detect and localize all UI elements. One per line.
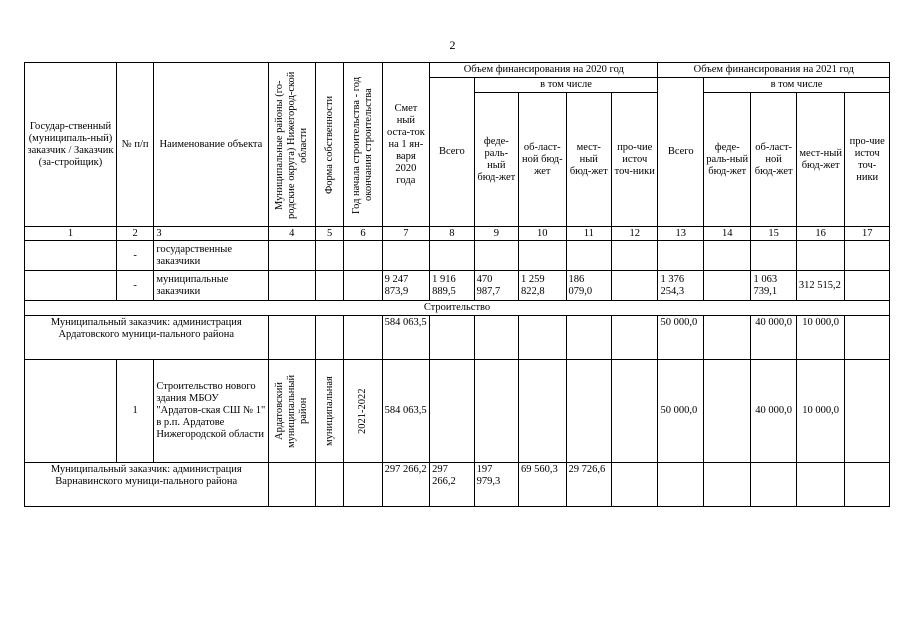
table-row-varnavino-customer: [25, 463, 890, 507]
financing-table: [24, 62, 890, 507]
col-number: 5: [315, 227, 343, 241]
header-fin2020: Объем финансирования на 2020 год: [430, 63, 658, 78]
cell-total-2021: 1 376 254,3: [658, 271, 703, 301]
col-number: 10: [519, 227, 566, 241]
cell-regional-2021: 40 000,0: [751, 316, 796, 360]
col-number: 4: [268, 227, 315, 241]
cell-balance: 584 063,5: [382, 316, 429, 360]
header-total-2021: Всего: [658, 78, 703, 227]
page-number: 2: [449, 38, 456, 52]
header-regional-2020: об-ласт-ной бюд-жет: [519, 93, 566, 227]
table-row-ardatov-customer: [25, 316, 890, 360]
col-number: 11: [566, 227, 611, 241]
col-number: 1: [25, 227, 117, 241]
header-including-2021: в том числе: [703, 78, 889, 93]
cell-balance: 9 247 873,9: [382, 271, 429, 301]
header-federal-2021: феде-раль-ный бюд-жет: [703, 93, 750, 227]
cell-regional-2020: 69 560,3: [519, 463, 566, 507]
cell-balance: 297 266,2: [382, 463, 429, 507]
header-balance: Смет ный оста-ток на 1 ян-варя 2020 года: [382, 63, 429, 227]
section-title: Строительство: [25, 301, 890, 316]
column-numbers-row: [25, 227, 890, 241]
col-number: 16: [796, 227, 845, 241]
table-row-ardatov-object: [25, 360, 890, 463]
cell-local-2020: 186 079,0: [566, 271, 611, 301]
row-name: муниципальные заказчики: [154, 271, 268, 301]
col-number: 12: [612, 227, 658, 241]
object-district: Ардатовский муниципальный район: [268, 360, 315, 463]
col-number: 13: [658, 227, 703, 241]
col-number: 15: [751, 227, 796, 241]
header-fin2021: Объем финансирования на 2021 год: [658, 63, 890, 78]
cell-regional-2021: 1 063 739,1: [751, 271, 796, 301]
col-number: 9: [474, 227, 518, 241]
col-number: 2: [116, 227, 153, 241]
cell-local-2021: 10 000,0: [796, 316, 845, 360]
header-customer: Государ-ственный (муниципаль-ный) заказчик / Заказчик (за-стройщик): [25, 63, 117, 227]
header-num: № п/п: [116, 63, 153, 227]
header-ownership: Форма собственности: [315, 63, 343, 227]
header-federal-2020: феде-раль-ный бюд-жет: [474, 93, 518, 227]
col-number: 14: [703, 227, 750, 241]
cell-total-2021: 50 000,0: [658, 360, 703, 463]
cell-federal-2020: 197 979,3: [474, 463, 518, 507]
object-ownership: муниципальная: [315, 360, 343, 463]
col-number: 17: [845, 227, 890, 241]
customer-name: Муниципальный заказчик: администрация Варнавинского муници-пального района: [25, 463, 269, 507]
header-other-2021: про-чие источ точ-ники: [845, 93, 890, 227]
col-number: 6: [344, 227, 382, 241]
header-years: Год начала строительства - год окончания строительства: [344, 63, 382, 227]
header-districts: Муниципальные районы (го-родские округа) Нижегород-ской области: [268, 63, 315, 227]
cell-local-2021: 10 000,0: [796, 360, 845, 463]
row-number: 1: [116, 360, 153, 463]
cell-balance: 584 063,5: [382, 360, 429, 463]
cell-local-2020: 29 726,6: [566, 463, 611, 507]
header-regional-2021: об-ласт-ной бюд-жет: [751, 93, 796, 227]
table-row-state: [25, 241, 890, 271]
header-including-2020: в том числе: [474, 78, 658, 93]
table-row-municipal: [25, 271, 890, 301]
header-total-2020: Всего: [430, 78, 474, 227]
cell-federal-2020: 470 987,7: [474, 271, 518, 301]
dash: -: [116, 271, 153, 301]
cell-regional-2020: 1 259 822,8: [519, 271, 566, 301]
cell-total-2021: 50 000,0: [658, 316, 703, 360]
cell-total-2020: 297 266,2: [430, 463, 474, 507]
cell-total-2020: 1 916 889,5: [430, 271, 474, 301]
col-number: 3: [154, 227, 268, 241]
dash: -: [116, 241, 153, 271]
row-name: государственные заказчики: [154, 241, 268, 271]
header-object-name: Наименование объекта: [154, 63, 268, 227]
section-row: [25, 301, 890, 316]
header-local-2021: мест-ный бюд-жет: [796, 93, 845, 227]
customer-name: Муниципальный заказчик: администрация Ардатовского муници-пального района: [25, 316, 269, 360]
cell-local-2021: 312 515,2: [796, 271, 845, 301]
header-other-2020: про-чие источ точ-ники: [612, 93, 658, 227]
header-local-2020: мест-ный бюд-жет: [566, 93, 611, 227]
object-name: Строительство нового здания МБОУ "Ардатов-ская СШ № 1" в р.п. Ардатове Нижегородской области: [154, 360, 268, 463]
object-years: 2021-2022: [344, 360, 382, 463]
col-number: 7: [382, 227, 429, 241]
col-number: 8: [430, 227, 474, 241]
cell-regional-2021: 40 000,0: [751, 360, 796, 463]
